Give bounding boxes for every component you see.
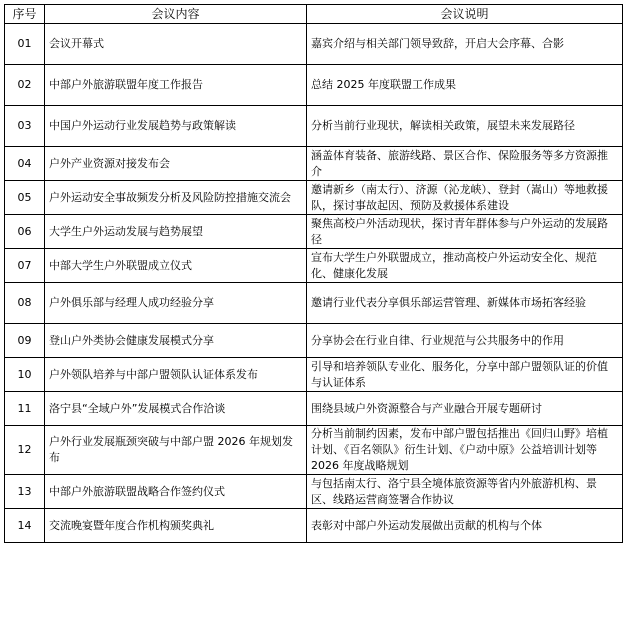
row-content: 交流晚宴暨年度合作机构颁奖典礼 bbox=[45, 509, 307, 543]
table-row bbox=[5, 358, 623, 392]
row-description: 邀请行业代表分享俱乐部运营管理、新媒体市场拓客经验 bbox=[307, 283, 623, 324]
row-content: 中部户外旅游联盟年度工作报告 bbox=[45, 65, 307, 106]
row-content: 中部户外旅游联盟战略合作签约仪式 bbox=[45, 475, 307, 509]
row-description: 涵盖体育装备、旅游线路、景区合作、保险服务等多方资源推介 bbox=[307, 147, 623, 181]
row-content: 户外俱乐部与经理人成功经验分享 bbox=[45, 283, 307, 324]
row-number: 14 bbox=[5, 509, 45, 543]
row-description: 邀请新乡（南太行）、济源（沁龙峡）、登封（嵩山）等地救援队，探讨事故起因、预防及救援体系建设 bbox=[307, 181, 623, 215]
row-content: 户外领队培养与中部户盟领队认证体系发布 bbox=[45, 358, 307, 392]
table-row bbox=[5, 147, 623, 181]
row-content: 户外运动安全事故频发分析及风险防控措施交流会 bbox=[45, 181, 307, 215]
table-row bbox=[5, 215, 623, 249]
row-number: 05 bbox=[5, 181, 45, 215]
row-content: 中部大学生户外联盟成立仪式 bbox=[45, 249, 307, 283]
table-row bbox=[5, 24, 623, 65]
row-content: 会议开幕式 bbox=[45, 24, 307, 65]
row-number: 08 bbox=[5, 283, 45, 324]
row-number: 03 bbox=[5, 106, 45, 147]
row-description: 表彰对中部户外运动发展做出贡献的机构与个体 bbox=[307, 509, 623, 543]
row-number: 09 bbox=[5, 324, 45, 358]
row-description: 围绕县域户外资源整合与产业融合开展专题研讨 bbox=[307, 392, 623, 426]
agenda-sheet bbox=[4, 4, 622, 543]
table-row bbox=[5, 509, 623, 543]
table-row bbox=[5, 283, 623, 324]
agenda-table bbox=[4, 4, 623, 543]
row-content: 大学生户外运动发展与趋势展望 bbox=[45, 215, 307, 249]
row-content: 登山户外类协会健康发展模式分享 bbox=[45, 324, 307, 358]
header-description: 会议说明 bbox=[307, 5, 623, 24]
row-number: 04 bbox=[5, 147, 45, 181]
table-row bbox=[5, 392, 623, 426]
row-number: 02 bbox=[5, 65, 45, 106]
table-header-row bbox=[5, 5, 623, 24]
row-content: 中国户外运动行业发展趋势与政策解读 bbox=[45, 106, 307, 147]
row-content: 户外产业资源对接发布会 bbox=[45, 147, 307, 181]
row-description: 宣布大学生户外联盟成立，推动高校户外运动安全化、规范化、健康化发展 bbox=[307, 249, 623, 283]
row-content: 户外行业发展瓶颈突破与中部户盟 2026 年规划发布 bbox=[45, 426, 307, 475]
row-description: 与包括南太行、洛宁县全境体旅资源等省内外旅游机构、景区、线路运营商签署合作协议 bbox=[307, 475, 623, 509]
table-row bbox=[5, 324, 623, 358]
table-row bbox=[5, 426, 623, 475]
row-number: 07 bbox=[5, 249, 45, 283]
row-description: 引导和培养领队专业化、服务化，分享中部户盟领队证的价值与认证体系 bbox=[307, 358, 623, 392]
table-row bbox=[5, 249, 623, 283]
table-row bbox=[5, 181, 623, 215]
table-row bbox=[5, 106, 623, 147]
row-description: 分析当前行业现状，解读相关政策，展望未来发展路径 bbox=[307, 106, 623, 147]
header-number: 序号 bbox=[5, 5, 45, 24]
row-number: 10 bbox=[5, 358, 45, 392]
table-row bbox=[5, 475, 623, 509]
row-number: 06 bbox=[5, 215, 45, 249]
row-content: 洛宁县“全域户外”发展模式合作洽谈 bbox=[45, 392, 307, 426]
row-number: 12 bbox=[5, 426, 45, 475]
row-number: 01 bbox=[5, 24, 45, 65]
row-description: 聚焦高校户外活动现状，探讨青年群体参与户外运动的发展路径 bbox=[307, 215, 623, 249]
row-description: 分享协会在行业自律、行业规范与公共服务中的作用 bbox=[307, 324, 623, 358]
header-content: 会议内容 bbox=[45, 5, 307, 24]
row-description: 分析当前制约因素，发布中部户盟包括推出《回归山野》培植计划、《百名领队》衍生计划、《户动中原》公益培训计划等 2026 年度战略规划 bbox=[307, 426, 623, 475]
row-description: 嘉宾介绍与相关部门领导致辞，开启大会序幕、合影 bbox=[307, 24, 623, 65]
row-number: 13 bbox=[5, 475, 45, 509]
table-row bbox=[5, 65, 623, 106]
row-description: 总结 2025 年度联盟工作成果 bbox=[307, 65, 623, 106]
row-number: 11 bbox=[5, 392, 45, 426]
